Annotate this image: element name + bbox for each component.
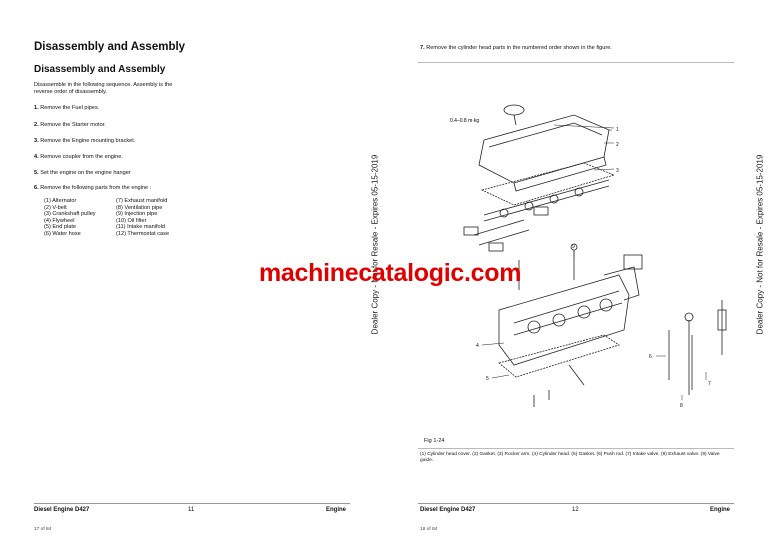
part-item: (1) Alternator — [44, 198, 77, 204]
footer-section: Engine — [326, 507, 347, 513]
cylinder-head-exploded-diagram — [444, 95, 744, 420]
side-stamp: Dealer Copy - Not for Resale - Expires 05-15-2019 — [370, 154, 380, 335]
header-rule — [418, 62, 734, 63]
footer-title: Diesel Engine D427 — [420, 507, 476, 513]
callout-4: 4 — [476, 343, 479, 349]
watermark: machinecatalogic.com — [259, 259, 522, 287]
part-item: (10) Oil filter — [116, 217, 147, 224]
cylinder-head-cover-shape — [479, 115, 609, 183]
parts-list — [44, 198, 196, 238]
step-4: 4. Remove coupler from the engine. — [34, 154, 123, 160]
part-item: (5) End plate — [44, 224, 77, 231]
oil-cap-shape — [504, 105, 524, 115]
figure-caption: (1) Cylinder head cover. (2) Gasket. (3) Rocker arm. (4) Cylinder head. (5) Gasket. (6) Push rod. (7) Intake valve. (8) Exhaust valve. (9) Valve guide. — [420, 452, 720, 463]
footer-rule — [34, 503, 350, 504]
callout-5: 5 — [486, 376, 489, 382]
callout-8: 8 — [680, 403, 683, 409]
side-stamp: Dealer Copy - Not for Resale - Expires 05-15-2019 — [755, 154, 765, 335]
part-item: (6) Water hose — [44, 230, 81, 237]
part-item: (7) Exhaust manifold — [116, 198, 168, 204]
part-item: (11) Intake manifold — [116, 224, 166, 231]
part-item: (8) Ventilation pipe — [116, 204, 163, 211]
figure-label: Fig 1-24 — [424, 438, 445, 444]
pager: 18 of 84 — [420, 527, 438, 532]
part-item: (9) Injection pipe — [116, 211, 158, 218]
callout-6: 6 — [649, 354, 652, 360]
torque-label: 0.4–0.8 m·kg — [450, 118, 480, 124]
step-5: 5. Set the engine on the engine hanger — [34, 170, 131, 176]
part-item: (4) Flywheel — [44, 217, 75, 224]
footer-rule — [418, 503, 734, 504]
step-3: 3. Remove the Engine mounting bracket. — [34, 138, 136, 144]
callout-3: 3 — [616, 168, 619, 174]
page-number: 12 — [572, 507, 579, 513]
callout-9: 9 — [572, 244, 575, 250]
section-subheading: Disassembly and Assembly — [34, 64, 166, 75]
callout-2: 2 — [616, 142, 619, 148]
part-item: (12) Thermostat case — [116, 230, 170, 237]
step-7: 7. Remove the cylinder head parts in the numbered order shown in the figure. — [420, 45, 612, 51]
part-item: (3) Crankshaft pulley — [44, 211, 96, 218]
footer-section: Engine — [710, 507, 731, 513]
part-item: (2) V-belt — [44, 204, 67, 211]
footer-title: Diesel Engine D427 — [34, 507, 90, 513]
pager: 17 of 84 — [34, 527, 52, 532]
callout-1: 1 — [616, 127, 619, 133]
step-2: 2. Remove the Starter motor. — [34, 122, 106, 128]
step-1: 1. Remove the Fuel pipes. — [34, 105, 100, 111]
step-6: 6. Remove the following parts from the engine : — [34, 185, 152, 191]
caption-rule — [418, 448, 734, 449]
callout-7: 7 — [708, 381, 711, 387]
page-heading: Disassembly and Assembly — [34, 41, 186, 53]
page-number: 11 — [188, 507, 195, 513]
intro-text: Disassemble in the following sequence. Assembly is the reverse order of disassembly. — [34, 82, 173, 95]
